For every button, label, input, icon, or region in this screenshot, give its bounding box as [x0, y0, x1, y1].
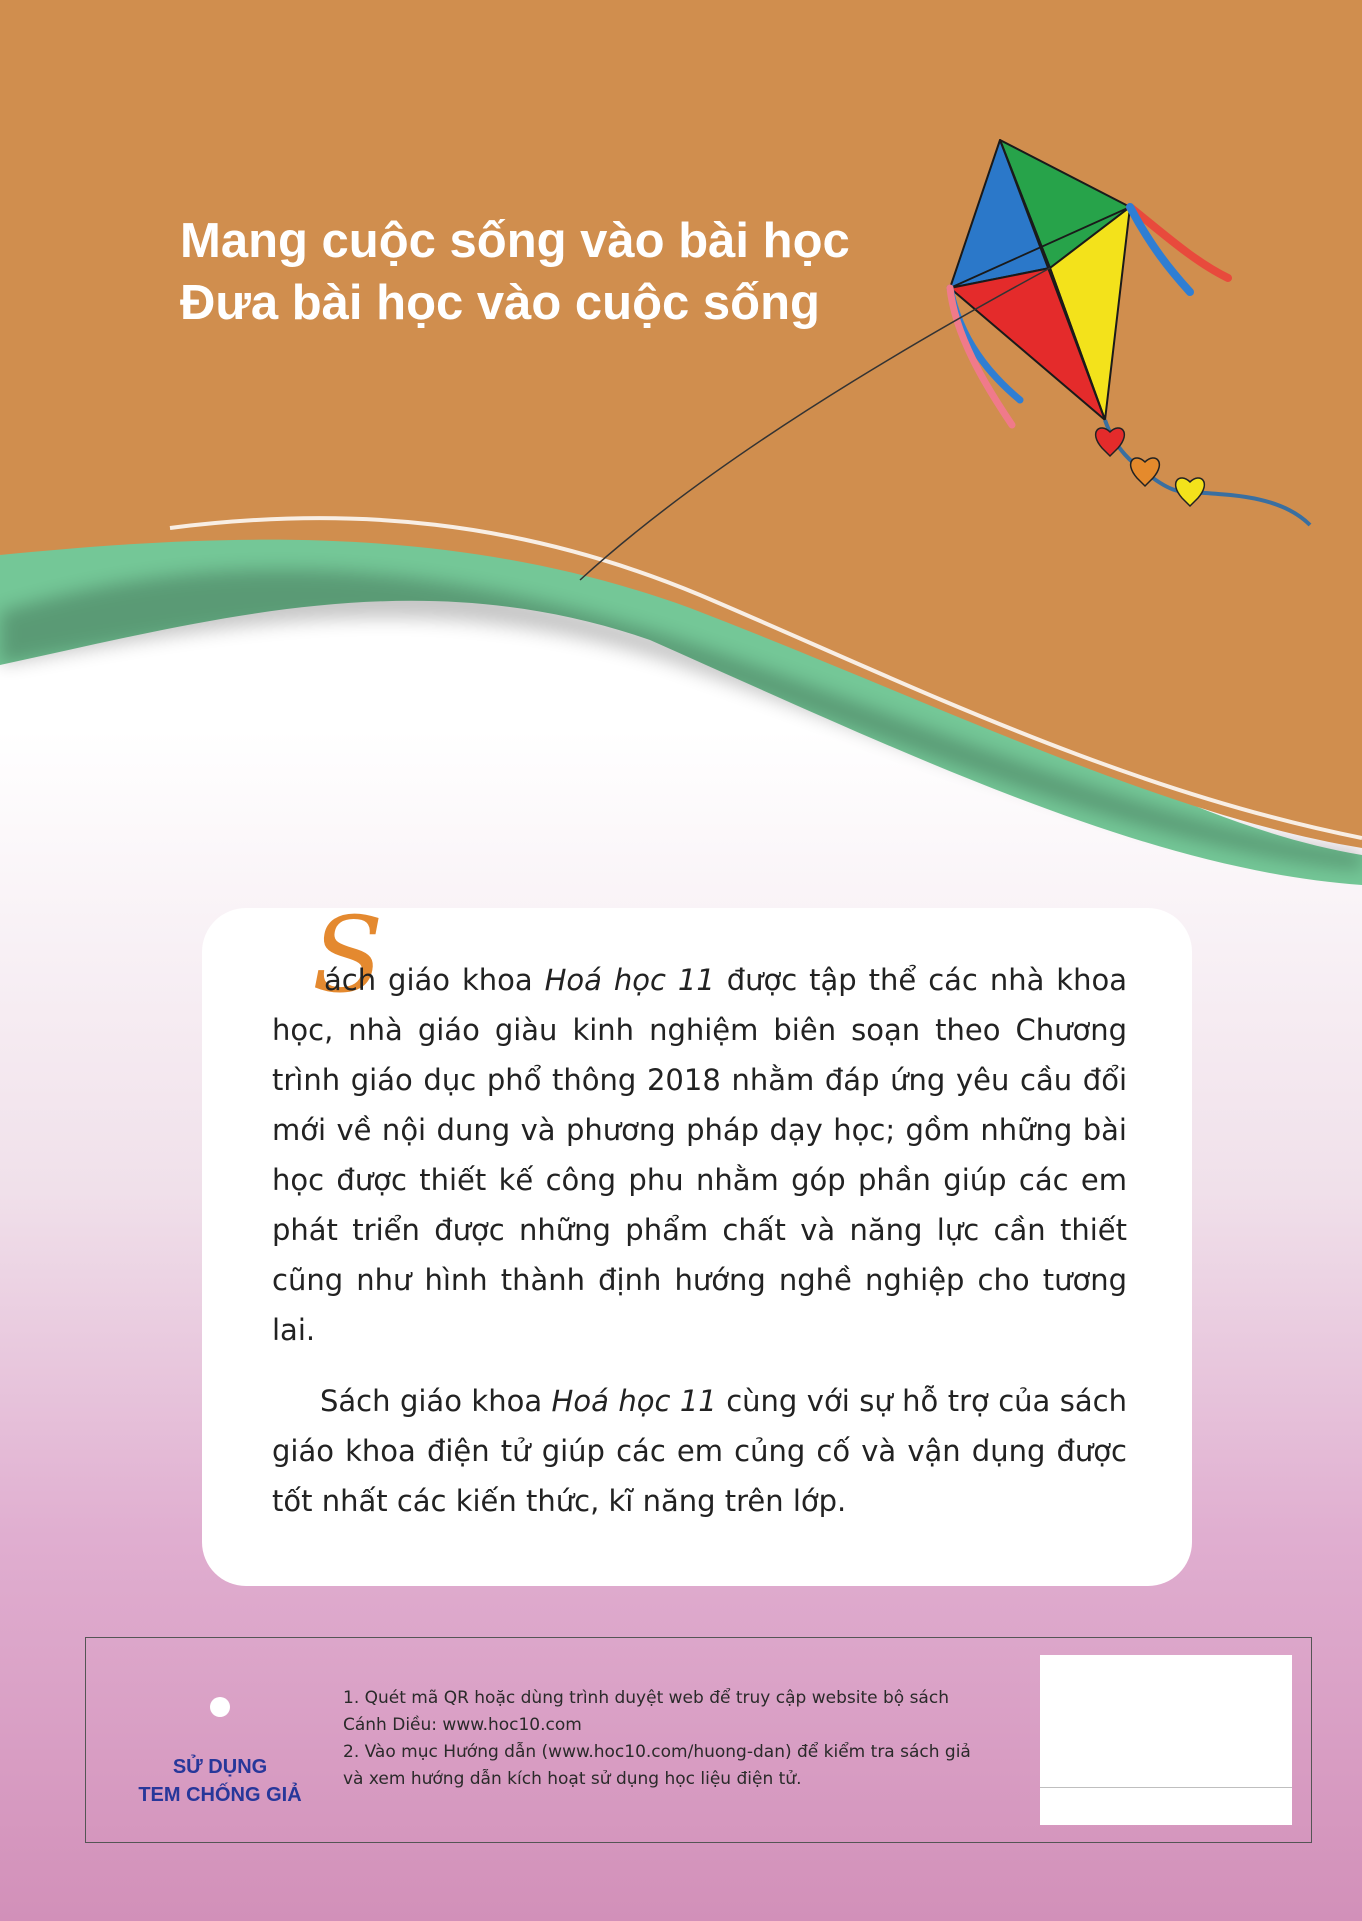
p2-start: Sách giáo khoa: [320, 1384, 552, 1418]
instruction-2a: 2. Vào mục Hướng dẫn (www.hoc10.com/huong-dan) để kiểm tra sách giả: [343, 1742, 971, 1762]
instructions: [343, 1685, 1023, 1793]
p1-rest: được tập thể các nhà khoa học, nhà giáo giàu kinh nghiệm biên soạn theo Chương trình giáo dục phổ thông 2018 nhằm đáp ứng yêu cầu đổi mới về nội dung và phương pháp dạy học; gồm những bài học được thiết kế công phu nhằm góp phần giúp các em phát triển được những phẩm chất và năng lực cần thiết cũng như hình thành định hướng nghề nghiệp cho tương lai.: [272, 963, 1127, 1347]
p1-start: ách giáo khoa: [324, 963, 545, 997]
intro-paragraph-2: [272, 1376, 1127, 1526]
instruction-2b: và xem hướng dẫn kích hoạt sử dụng học liệu điện tử.: [343, 1769, 802, 1789]
intro-paragraph-1: [272, 955, 1127, 1355]
qr-stamp-area: [1040, 1655, 1292, 1825]
book-title: Hoá học 11: [544, 963, 715, 997]
stamp-dot-icon: [210, 1697, 230, 1717]
slogan-line-2: Đưa bài học vào cuộc sống: [180, 276, 820, 330]
tem-line-1: SỬ DỤNG: [172, 1756, 268, 1778]
p2-rest: cùng với sự hỗ trợ của sách giáo khoa điện tử giúp các em củng cố và vận dụng được tốt nhất các kiến thức, kĩ năng trên lớp.: [272, 1384, 1127, 1518]
instruction-1b: Cánh Diều: www.hoc10.com: [343, 1715, 582, 1735]
tem-line-2: TEM CHỐNG GIẢ: [138, 1784, 302, 1806]
slogan-line-1: Mang cuộc sống vào bài học: [180, 214, 850, 268]
book-title-2: Hoá học 11: [551, 1384, 717, 1418]
qr-divider: [1040, 1787, 1292, 1788]
drop-cap: S: [312, 894, 384, 1016]
anti-counterfeit-label: [110, 1753, 330, 1809]
instruction-1a: 1. Quét mã QR hoặc dùng trình duyệt web để truy cập website bộ sách: [343, 1688, 949, 1708]
